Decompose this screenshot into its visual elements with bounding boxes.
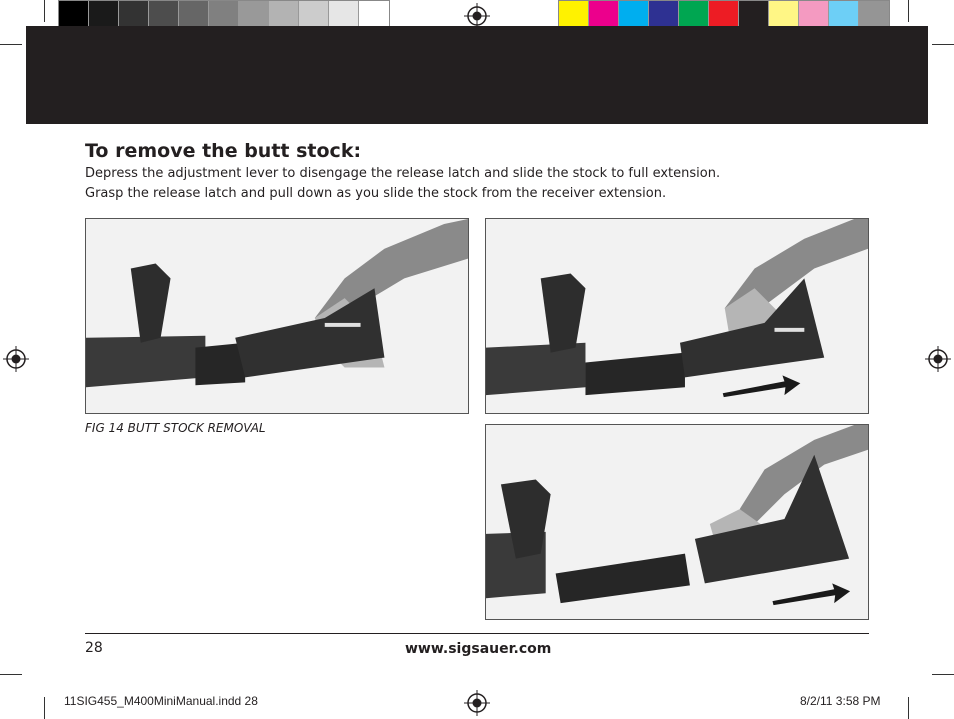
crop-mark: [0, 44, 22, 45]
crop-mark: [932, 674, 954, 675]
registration-mark-icon: [3, 346, 29, 372]
website-link[interactable]: www.sigsauer.com: [405, 641, 552, 657]
section-heading: To remove the butt stock:: [85, 140, 362, 162]
crop-mark: [44, 0, 45, 22]
crop-mark: [44, 697, 45, 719]
figure-photo-extend-stock: [485, 218, 869, 414]
page-number: 28: [85, 640, 103, 656]
crop-mark: [0, 674, 22, 675]
crop-mark: [908, 697, 909, 719]
header-banner: [26, 26, 928, 124]
registration-mark-icon: [464, 690, 490, 716]
instruction-step: Depress the adjustment lever to disengage the release latch and slide the stock to full extension.: [85, 166, 721, 181]
crop-mark: [908, 0, 909, 22]
figure-photo-remove-stock: [485, 424, 869, 620]
registration-mark-icon: [925, 346, 951, 372]
figure-caption: FIG 14 BUTT STOCK REMOVAL: [85, 421, 266, 435]
crop-mark: [932, 44, 954, 45]
instruction-step: Grasp the release latch and pull down as you slide the stock from the receiver extension.: [85, 186, 667, 201]
slug-file-info: 11SIG455_M400MiniManual.indd 28: [64, 694, 258, 708]
footer-rule: [85, 633, 869, 634]
figure-photo-depress-lever: [85, 218, 469, 414]
slug-date-info: 8/2/11 3:58 PM: [800, 694, 881, 708]
